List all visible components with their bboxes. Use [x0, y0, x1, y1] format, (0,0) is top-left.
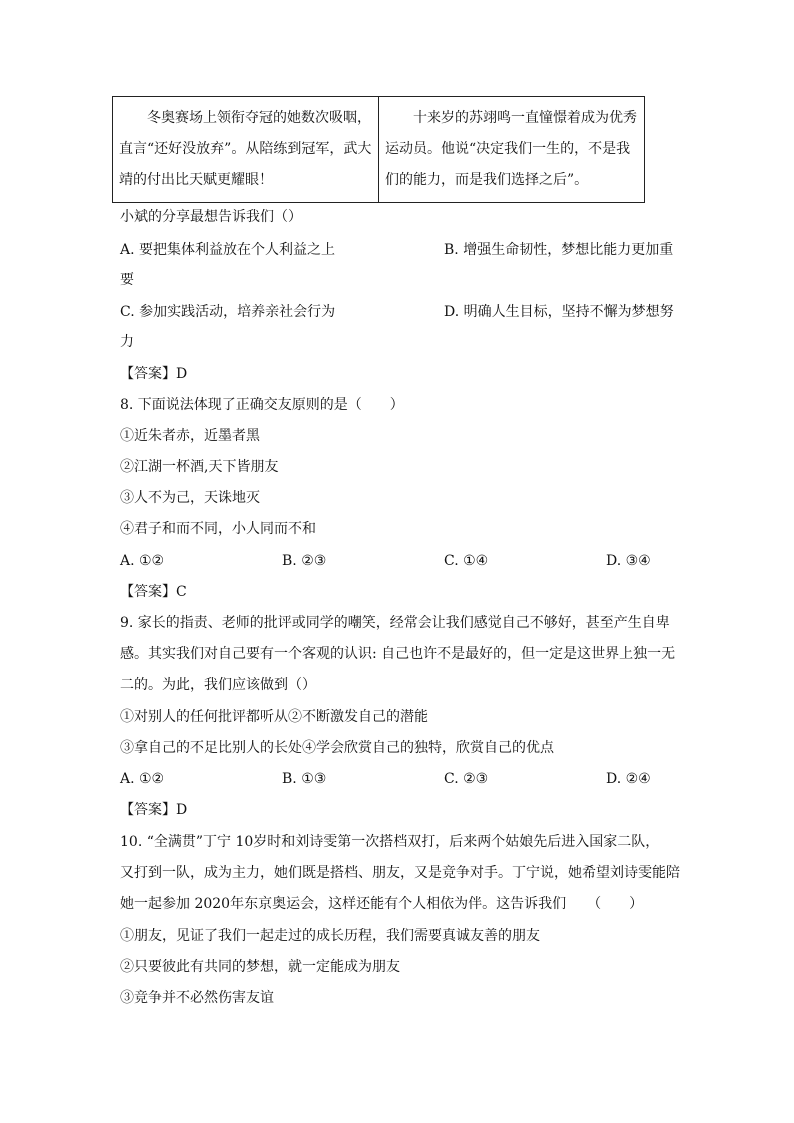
q9-option-c: C. ②③ — [444, 771, 489, 787]
q10-stem-line-1: 10. “全满贯”丁宁 10岁时和刘诗雯第一次搭档双打，后来两个姑娘先后进入国家二队， — [120, 834, 660, 850]
q7-option-c: C. 参加实践活动，培养亲社会行为 — [120, 304, 336, 320]
q8-item: ①近朱者赤，近墨者黑 — [120, 428, 260, 444]
q10-item: ②只要彼此有共同的梦想，就一定能成为朋友 — [120, 959, 400, 975]
quote-table — [112, 96, 645, 203]
q8-stem: 8. 下面说法体现了正确交友原则的是（ ） — [120, 397, 404, 413]
q9-stem-line-2: 感。其实我们对自己要有一个客观的认识: 自己也许不是最好的，但一定是这世界上独一无 — [120, 646, 676, 662]
q9-answer: 【答案】D — [120, 802, 188, 818]
q10-stem-line-3: 她一起参加 2020年东京奥运会，这样还能有个人相依为伴。这告诉我们 （ ） — [120, 896, 644, 912]
q9-stem-line-1: 9. 家长的指责、老师的批评或同学的嘲笑，经常会让我们感觉自己不够好，甚至产生自卑 — [120, 615, 670, 631]
quote-right-cell: 十来岁的苏翊鸣一直憧憬着成为优秀运动员。他说“决定我们一生的，不是我们的能力，而是我们选择之后”。 — [379, 97, 645, 203]
q8-option-b: B. ②③ — [282, 553, 327, 569]
q7-option-b: B. 增强生命韧性，梦想比能力更加重 — [444, 242, 674, 258]
q9-stem-line-3: 二的。为此，我们应该做到（） — [120, 677, 316, 693]
q8-option-c: C. ①④ — [444, 553, 489, 569]
q8-answer: 【答案】C — [120, 584, 187, 600]
q9-item-line-2: ③拿自己的不足比别人的长处④学会欣赏自己的独特，欣赏自己的优点 — [120, 740, 554, 756]
q8-item: ②江湖一杯酒,天下皆朋友 — [120, 459, 279, 475]
q8-option-a: A. ①② — [120, 553, 165, 569]
q9-option-a: A. ①② — [120, 771, 165, 787]
q8-option-d: D. ③④ — [606, 553, 651, 569]
q7-option-c-wrap: 力 — [120, 334, 134, 350]
q10-item: ①朋友，见证了我们一起走过的成长历程，我们需要真诚友善的朋友 — [120, 928, 540, 944]
q7-answer: 【答案】D — [120, 366, 188, 382]
quote-left-cell: 冬奥赛场上领衔夺冠的她数次吸咽，直言“还好没放弃”。从陪练到冠军，武大靖的付出比天赋更耀眼！ — [113, 97, 379, 203]
q7-option-a-wrap: 要 — [120, 272, 134, 288]
q10-item: ③竞争并不必然伤害友谊 — [120, 990, 274, 1006]
q10-stem-line-2: 又打到一队，成为主力，她们既是搭档、朋友，又是竞争对手。丁宁说，她希望刘诗雯能陪 — [120, 865, 680, 881]
q8-item: ④君子和而不同，小人同而不和 — [120, 521, 316, 537]
q7-option-a: A. 要把集体利益放在个人利益之上 — [120, 242, 336, 258]
q9-option-d: D. ②④ — [606, 771, 651, 787]
q9-item-line-1: ①对别人的任何批评都听从②不断激发自己的潜能 — [120, 709, 428, 725]
q7-option-d: D. 明确人生目标，坚持不懈为梦想努 — [444, 304, 674, 320]
q8-item: ③人不为己，天诛地灭 — [120, 490, 260, 506]
q9-option-b: B. ①③ — [282, 771, 327, 787]
q7-stem: 小斌的分享最想告诉我们（） — [120, 209, 302, 225]
